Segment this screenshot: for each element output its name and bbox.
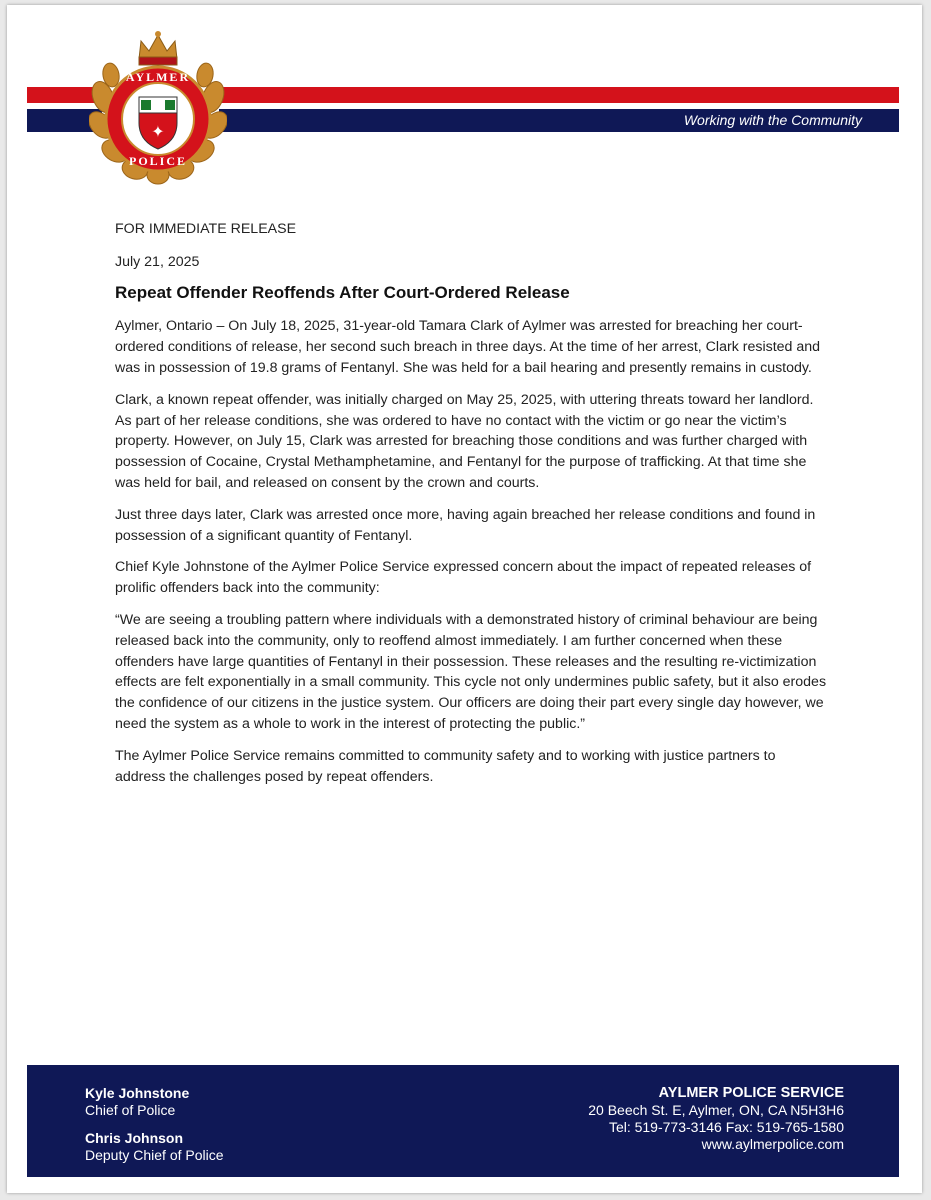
release-headline: Repeat Offender Reoffends After Court-Ordered Release	[115, 282, 570, 302]
signatory-deputy-name: Chris Johnson	[85, 1130, 184, 1146]
svg-text:POLICE: POLICE	[128, 154, 188, 168]
release-paragraph-6: The Aylmer Police Service remains committed to community safety and to working with justice partners to address the challenges posed by repeat offenders.	[115, 747, 776, 785]
press-release-page	[7, 5, 922, 1193]
header-tagline: Working with the Community	[683, 112, 862, 128]
release-paragraph-3: Just three days later, Clark was arrested once more, having again breached her release conditions and found in possession of a significant quantity of Fentanyl.	[115, 506, 816, 544]
organization-name: AYLMER POLICE SERVICE	[658, 1085, 844, 1101]
svg-text:✦: ✦	[151, 124, 165, 141]
signatory-deputy-title: Deputy Chief of Police	[85, 1147, 224, 1163]
signatory-deputy	[85, 1130, 224, 1164]
aylmer-police-crest-logo	[89, 25, 227, 185]
release-paragraph-2: Clark, a known repeat offender, was initially charged on May 25, 2025, with uttering threats toward her landlord. As part of her release conditions, she was ordered to have no contact with the victim or go near the victim’s property. However, on July 15, Clark was arrested for breaching those conditions and was further charged with possession of Cocaine, Crystal Methamphetamine, and Fentanyl for the purpose of trafficking. At that time she was held for bail, and released on consent by the crown and courts.	[115, 391, 814, 491]
header-red-bar-right	[219, 87, 899, 103]
contact-block	[588, 1085, 844, 1153]
signatory-chief-title: Chief of Police	[85, 1102, 176, 1118]
svg-text:AYLMER: AYLMER	[125, 70, 191, 84]
release-label: FOR IMMEDIATE RELEASE	[115, 221, 297, 237]
signatory-chief	[85, 1085, 189, 1119]
release-paragraph-1: Aylmer, Ontario – On July 18, 2025, 31-year-old Tamara Clark of Aylmer was arrested for breaching her court-ordered conditions of release, her second such breach in three days. At the time of her arrest, Clark resisted and was in possession of 19.8 grams of Fentanyl. She was held for a bail hearing and presently remains in custody.	[115, 318, 821, 376]
phone-fax-line: Tel: 519-773-3146 Fax: 519-765-1580	[608, 1119, 844, 1135]
footer-banner	[27, 1065, 899, 1177]
address-line: 20 Beech St. E, Aylmer, ON, CA N5H3H6	[588, 1102, 844, 1118]
release-content	[115, 219, 827, 798]
website-link[interactable]: www.aylmerpolice.com	[701, 1136, 844, 1152]
release-paragraph-4: Chief Kyle Johnstone of the Aylmer Police Service expressed concern about the impact of repeated releases of prolific offenders back into the community:	[115, 559, 812, 597]
signatory-chief-name: Kyle Johnstone	[85, 1085, 190, 1101]
release-date: July 21, 2025	[115, 253, 200, 270]
release-quote: “We are seeing a troubling pattern where individuals with a demonstrated history of criminal behaviour are being released back into the community, only to reoffend almost immediately. I am further concerned when these offenders have large quantities of Fentanyl in their possession. These releases and the resulting re-victimization effects are felt exponentially in a small community. This cycle not only undermines public safety, but it also erodes the confidence of our citizens in the justice system. Our officers are doing their part every single day however, we need the system as a whole to work in the interest of protecting the public.”	[115, 611, 827, 732]
